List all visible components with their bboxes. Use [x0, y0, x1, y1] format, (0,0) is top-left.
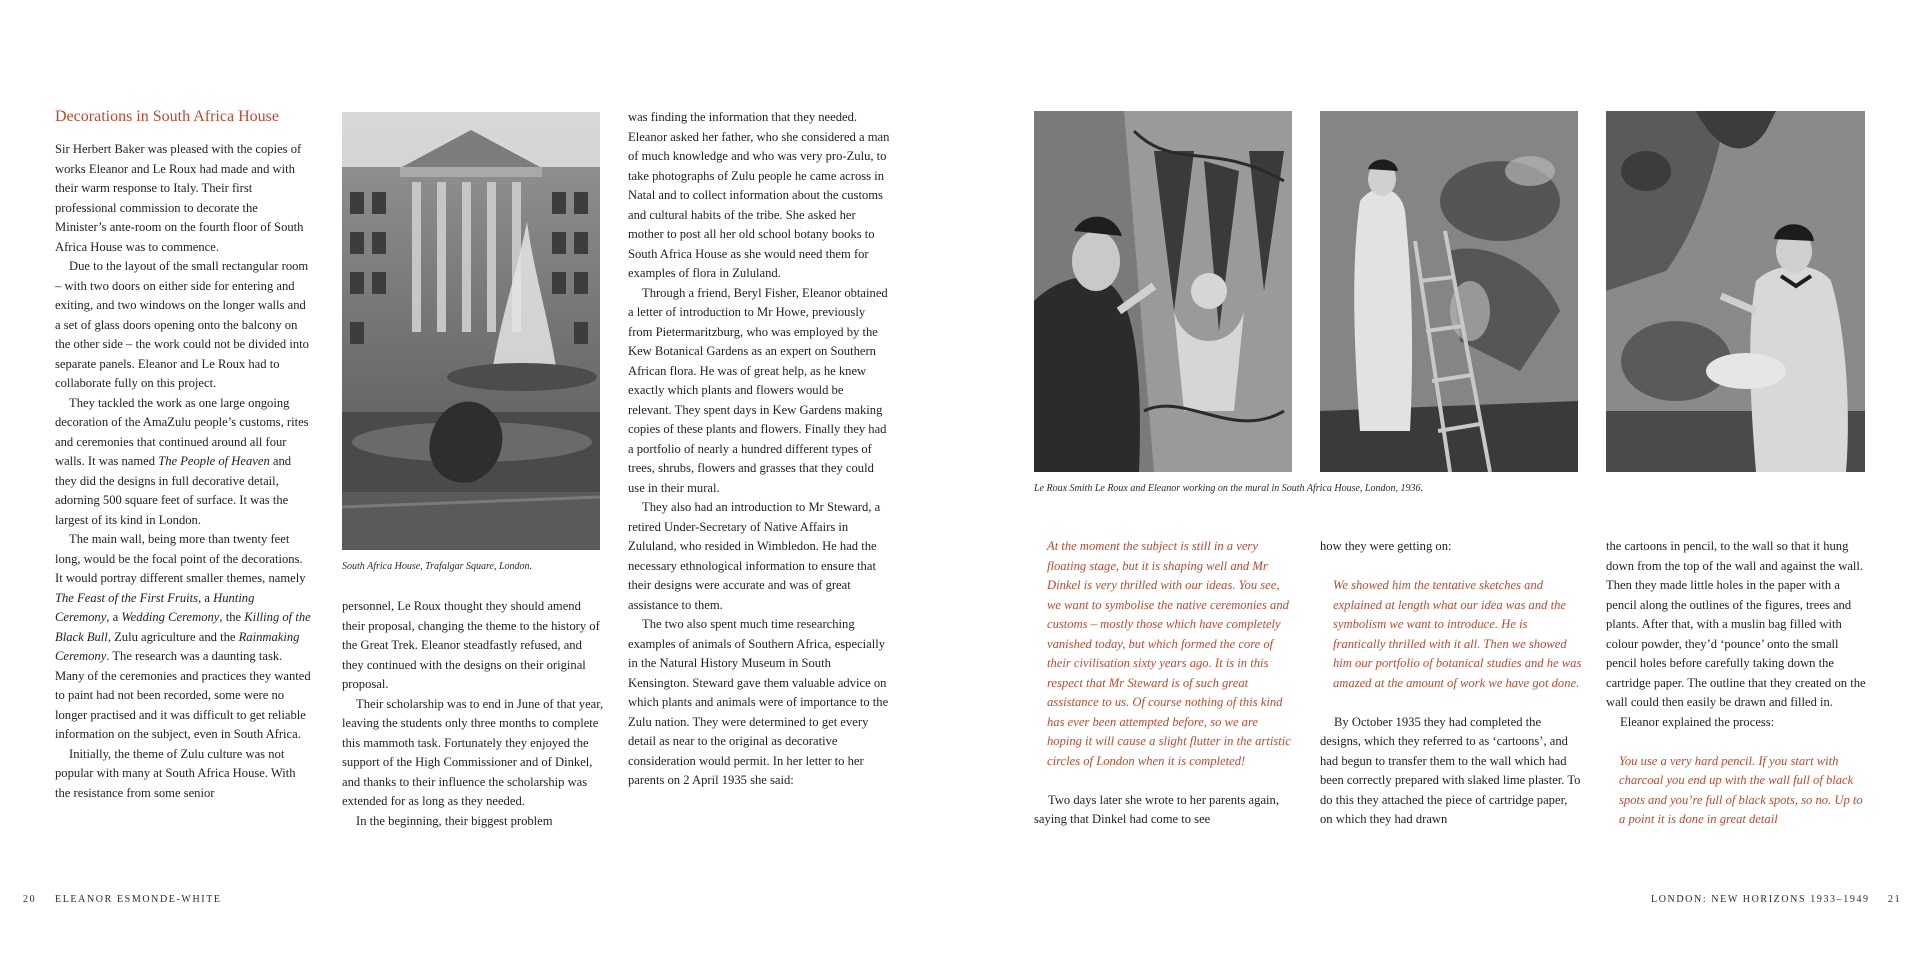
right-column-6: [1606, 537, 1868, 830]
paragraph: The main wall, being more than twenty feet long, would be the focal point of the decorations. It would portray different smaller themes, namely The Feast of the First Fruits, a Hunting Ceremony, a Wedding Ceremony, the Killing of the Black Bull, Zulu agriculture and the Rainmaking Ceremony. The research was a daunting task. Many of the ceremonies and practices they wanted to paint had not been recorded, some were no longer practised and it was difficult to get reliable information on the subject, even in South Africa.: [55, 532, 311, 741]
paragraph: Sir Herbert Baker was pleased with the copies of works Eleanor and Le Roux had made and with their warm response to Italy. Their first professional commission to decorate the Minister’s ante-room on the fourth floor of South Africa House was to commence.: [55, 142, 304, 254]
paragraph: the cartoons in pencil, to the wall so that it hung down from the top of the wall and against the wall. Then they made little holes in the paper with a pencil along the outlines of the figures, trees and plants. After that, with a muslin bag filled with colour powder, they’d ‘pounce’ onto the small pencil holes before carefully taking down the cartridge paper. The outline that they created on the wall could then easily be drawn and filled in.: [1606, 539, 1866, 709]
quote-text: You use a very hard pencil. If you start with charcoal you end up with the wall full of black spots and you’re full of black spots, so no. Up to a point it is done in great detail: [1619, 753, 1863, 826]
paragraph: They tackled the work as one large ongoing decoration of the AmaZulu people’s customs, rites and ceremonies that continued around all four walls. It was named The People of Heaven and they did the designs in full decorative detail, adorning 500 square feet of surface. It was the largest of its kind in London.: [55, 395, 309, 527]
letter-quote: [1606, 752, 1868, 830]
page-number-left: 20: [23, 894, 37, 905]
left-column-1: [55, 107, 311, 803]
section-heading: Decorations in South Africa House: [55, 108, 279, 125]
right-column-5: [1320, 537, 1582, 830]
left-column-3: [628, 108, 890, 791]
south-africa-house-caption: South Africa House, Trafalgar Square, London.: [342, 561, 533, 572]
mural-photo-eleanor-ladder: [1320, 111, 1578, 472]
paragraph: was finding the information that they needed. Eleanor asked her father, who she considered a man of much knowledge and who was very pro-Zulu, to take photographs of Zulu people he came across in Natal and to collect information about the customs and cultural habits of the tribe. She asked her mother to post all her old school botany books to South Africa House as she would need them for examples of flora in Zululand.: [628, 110, 890, 280]
running-head-right: LONDON: NEW HORIZONS 1933–1949: [1651, 894, 1870, 905]
paragraph: Eleanor explained the process:: [1620, 714, 1775, 729]
letter-quote: [1034, 537, 1296, 771]
letter-quote: [1320, 576, 1582, 693]
paragraph: Their scholarship was to end in June of that year, leaving the students only three months to complete this mammoth task. Fortunately they enjoyed the support of the High Commissioner and of Dinkel, and thanks to their influence the scholarship was extended for as long as they needed.: [342, 696, 604, 808]
paragraph: Initially, the theme of Zulu culture was not popular with many at South Africa House. With the resistance from some senior: [55, 746, 296, 800]
mural-photo-eleanor-palette: [1606, 111, 1865, 472]
quote-text: We showed him the tentative sketches and explained at length what our idea was and the symbolism we want to introduce. He is frantically thrilled with it all. Then we showed him our portfolio of botanical studies and he was amazed at the amount of work we have got done.: [1333, 578, 1582, 690]
paragraph: personnel, Le Roux thought they should amend their proposal, changing the theme to the history of the Great Trek. Eleanor steadfastly refused, and they continued with the designs on their original proposal.: [342, 599, 600, 691]
mural-photo-le-roux: [1034, 111, 1292, 472]
paragraph: They also had an introduction to Mr Steward, a retired Under-Secretary of Native Affairs in Zululand, who resided in Wimbledon. He had the necessary ethnological information to ensure that their designs were accurate and was of great assistance to them.: [628, 500, 881, 612]
south-africa-house-photo: [342, 112, 600, 550]
paragraph: In the beginning, their biggest problem: [356, 813, 553, 828]
mural-photos-caption: Le Roux Smith Le Roux and Eleanor working on the mural in South Africa House, London, 1936.: [1034, 483, 1423, 494]
right-column-4: [1034, 537, 1296, 830]
page-number-right: 21: [1888, 894, 1902, 905]
quote-text: At the moment the subject is still in a very floating stage, but it is shaping well and Mr Dinkel is very thrilled with our ideas. You see, we want to symbolise the native ceremonies and customs – mostly those which have completely vanished today, but which formed the core of their civilisation sixty years ago. It is in this respect that Mr Steward is of such great assistance to us. Of course nothing of this kind has ever been attempted before, so we are hoping it will cause a slight flutter in the artistic circles of London when it is completed!: [1047, 539, 1291, 768]
paragraph: Two days later she wrote to her parents again, saying that Dinkel had come to see: [1034, 792, 1279, 826]
paragraph: how they were getting on:: [1320, 539, 1452, 553]
running-head-left: ELEANOR ESMONDE-WHITE: [55, 894, 222, 905]
left-column-2: [342, 597, 604, 831]
paragraph: The two also spent much time researching examples of animals of Southern Africa, especially in the Natural History Museum in South Kensington. Steward gave them valuable advice on which plants and animals were of importance to the Zulu nation. They were determined to get every detail as near to the original as decorative consideration would permit. In her letter to her parents on 2 April 1935 she said:: [628, 617, 889, 787]
paragraph: Due to the layout of the small rectangular room – with two doors on either side for entering and exiting, and two windows on the longer walls and a set of glass doors opening onto the balcony on the other side – the work could not be divided into separate panels. Eleanor and Le Roux had to collaborate fully on this project.: [55, 259, 309, 390]
paragraph: By October 1935 they had completed the designs, which they referred to as ‘cartoons’, and had begun to transfer them to the wall which had been correctly prepared with slaked lime plaster. To do this they attached the piece of cartridge paper, on which they had drawn: [1320, 714, 1581, 826]
paragraph: Through a friend, Beryl Fisher, Eleanor obtained a letter of introduction to Mr Howe, previously from Pietermaritzburg, who was employed by the Kew Botanical Gardens as an expert on Southern African flora. He was of great help, as he knew exactly which plants and flowers would be relevant. They spent days in Kew Gardens making copies of these plants and flowers. Finally they had a portfolio of nearly a hundred different types of trees, shrubs, flowers and grasses that they could use in their mural.: [628, 285, 888, 495]
